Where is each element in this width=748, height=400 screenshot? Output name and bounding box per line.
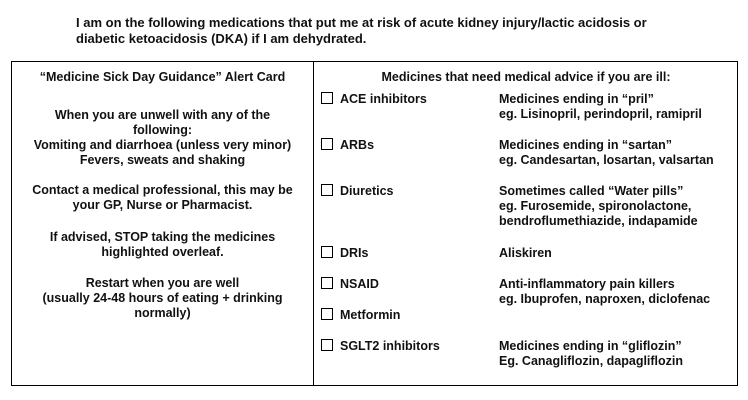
medicine-name: DRIs — [340, 246, 369, 260]
desc-line: Medicines ending in “pril” — [499, 92, 654, 106]
checkbox-nsaid[interactable] — [321, 277, 333, 289]
desc-line: Aliskiren — [499, 246, 552, 260]
desc-line: eg. Candesartan, losartan, valsartan — [499, 153, 714, 167]
text-line: When you are unwell with any of the — [54, 108, 271, 122]
medicine-name: SGLT2 inhibitors — [340, 339, 440, 353]
medicine-name: ARBs — [340, 138, 375, 152]
checkbox-sglt2[interactable] — [321, 339, 333, 351]
medicines-heading: Medicines that need medical advice if you are ill: — [381, 70, 671, 84]
card-title: “Medicine Sick Day Guidance” Alert Card — [39, 70, 286, 84]
text-line: following: — [132, 123, 192, 137]
medicine-name: ACE inhibitors — [340, 92, 427, 106]
contact-paragraph — [12, 183, 313, 213]
desc-line: eg. Ibuprofen, naproxen, diclofenac — [499, 292, 711, 306]
intro-line-2: diabetic ketoacidosis (DKA) if I am dehydrated. — [76, 31, 367, 46]
text-line: Fevers, sweats and shaking — [79, 153, 246, 167]
medicine-name: Diuretics — [340, 184, 394, 198]
text-line: highlighted overleaf. — [101, 245, 224, 259]
text-line: (usually 24-48 hours of eating + drinking — [42, 291, 283, 305]
desc-line: eg. Lisinopril, perindopril, ramipril — [499, 107, 702, 121]
text-line: normally) — [134, 306, 191, 320]
unwell-paragraph — [12, 108, 313, 168]
desc-line: eg. Furosemide, spironolactone, — [499, 199, 692, 213]
checkbox-ace[interactable] — [321, 92, 333, 104]
medicine-description — [499, 138, 714, 168]
checkbox-arbs[interactable] — [321, 138, 333, 150]
desc-line: Sometimes called “Water pills” — [499, 184, 684, 198]
medicine-name: NSAID — [340, 277, 379, 291]
desc-line: bendroflumethiazide, indapamide — [499, 214, 698, 228]
medicine-name: Metformin — [340, 308, 401, 322]
desc-line: Medicines ending in “sartan” — [499, 138, 672, 152]
checkbox-metformin[interactable] — [321, 308, 333, 320]
desc-line: Medicines ending in “gliflozin” — [499, 339, 682, 353]
medicine-description — [499, 92, 702, 122]
medicine-description — [499, 184, 698, 229]
text-line: Contact a medical professional, this may be — [32, 183, 293, 197]
desc-line: Eg. Canagliflozin, dapagliflozin — [499, 354, 684, 368]
intro-text — [76, 15, 716, 47]
medicine-description — [499, 339, 683, 369]
column-divider — [313, 62, 314, 385]
text-line: Restart when you are well — [85, 276, 240, 290]
stop-paragraph — [12, 230, 313, 260]
restart-paragraph — [12, 276, 313, 321]
desc-line: Anti-inflammatory pain killers — [499, 277, 675, 291]
checkbox-diuretics[interactable] — [321, 184, 333, 196]
alert-card — [11, 61, 738, 386]
text-line: your GP, Nurse or Pharmacist. — [72, 198, 253, 212]
medicine-description — [499, 277, 710, 307]
text-line: If advised, STOP taking the medicines — [49, 230, 276, 244]
intro-line-1: I am on the following medications that put me at risk of acute kidney injury/lactic acidosis or — [76, 15, 647, 30]
medicine-description — [499, 246, 552, 261]
text-line: Vomiting and diarrhoea (unless very minor) — [33, 138, 292, 152]
checkbox-dris[interactable] — [321, 246, 333, 258]
